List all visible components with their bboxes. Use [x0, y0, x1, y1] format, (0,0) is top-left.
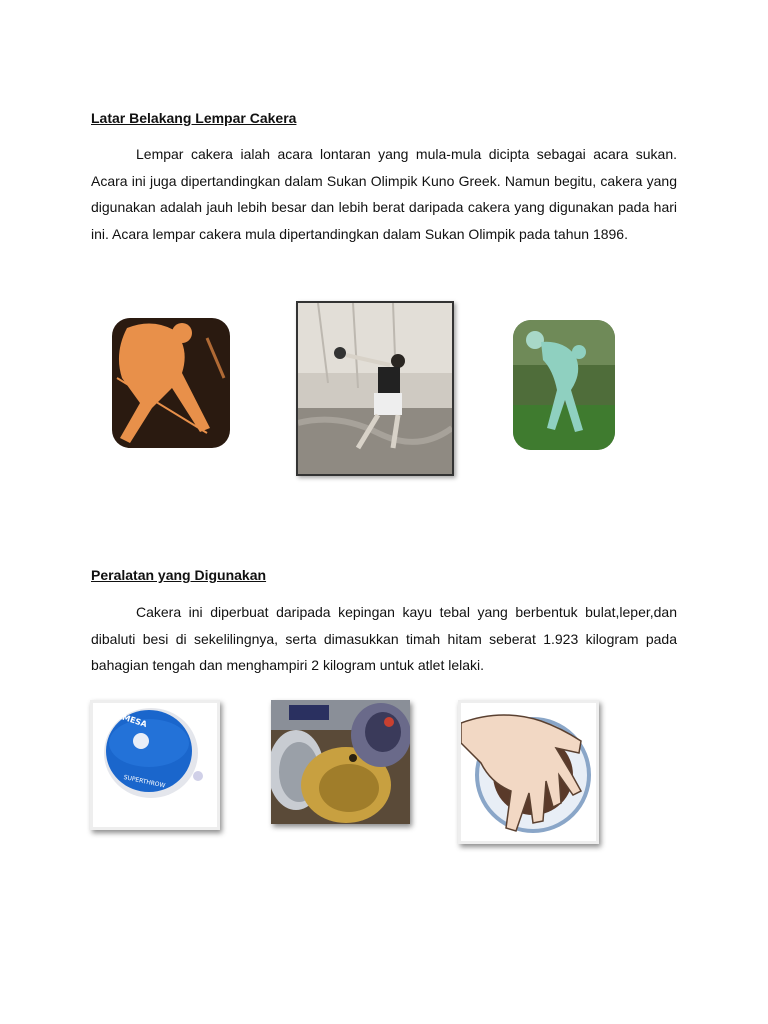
- section-heading-background: Latar Belakang Lempar Cakera: [91, 110, 297, 126]
- equipment-paragraph: Cakera ini diperbuat daripada kepingan kayu tebal yang berbentuk bulat,leper,dan dibaluti besi di sekelilingnya, serta dimasukkan timah hitam seberat 1.923 kilogram pada bahagian tengah dan menghampiri 2 kilogram untuk atlet lelaki.: [91, 604, 677, 673]
- discus-brand-text: AMESA: [115, 710, 149, 730]
- blue-discus-image: [90, 700, 220, 830]
- section-heading-equipment: Peralatan yang Digunakan: [91, 567, 267, 583]
- discus-pile-photo: [271, 700, 410, 824]
- vintage-athlete-photo: [296, 301, 454, 476]
- hand-grip-discus-image: [458, 700, 599, 844]
- background-paragraph: Lempar cakera ialah acara lontaran yang mula-mula dicipta sebagai acara sukan. Acara ini juga dipertandingkan dalam Sukan Olimpik Kuno Greek. Namun begitu, cakera yang digunakan adalah jauh lebih besar dan lebih berat daripada cakera yang digunakan pada hari ini. Acara lempar cakera mula dipertandingkan dalam Sukan Olimpik pada tahun 1896.: [91, 146, 677, 242]
- discus-model-text: SUPERTHROW: [123, 773, 166, 790]
- discobolus-statue-image: [513, 320, 615, 450]
- greek-vase-painting-image: [112, 318, 230, 448]
